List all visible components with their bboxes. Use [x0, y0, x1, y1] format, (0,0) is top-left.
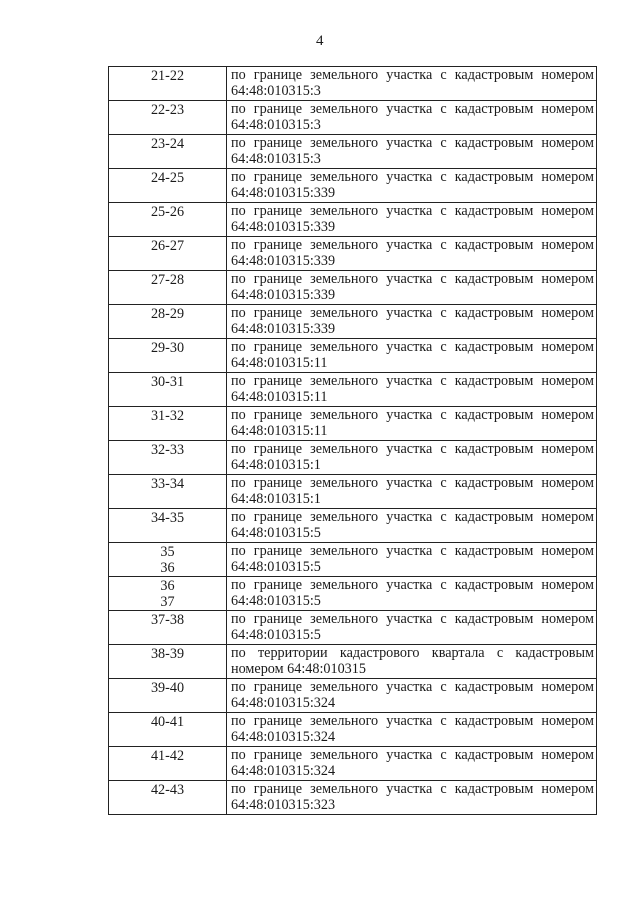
point-range-cell — [109, 67, 227, 101]
boundary-description-line1: по границе земельного участка с кадастровым номером — [231, 543, 594, 559]
cadastral-number: 64:48:010315:1 — [231, 491, 321, 507]
point-range-cell — [109, 339, 227, 373]
cadastral-number: 64:48:010315:324 — [231, 695, 336, 711]
boundary-description-cell — [227, 203, 597, 237]
table-row — [109, 169, 597, 203]
boundary-description-cell — [227, 67, 597, 101]
point-range-cell — [109, 577, 227, 611]
point-range: 28-29 — [150, 306, 185, 322]
point-range-cell — [109, 135, 227, 169]
table-row — [109, 135, 597, 169]
boundary-description-line1: по границе земельного участка с кадастровым номером — [231, 101, 594, 117]
table-row — [109, 67, 597, 101]
table-row — [109, 679, 597, 713]
table-row — [109, 747, 597, 781]
point-range-cell — [109, 713, 227, 747]
boundary-description-line1: по границе земельного участка с кадастровым номером — [231, 781, 594, 797]
point-range: 27-28 — [150, 272, 185, 288]
table-row — [109, 577, 597, 611]
boundary-description-line1: по границе земельного участка с кадастровым номером — [231, 509, 594, 525]
point-range: 30-31 — [150, 374, 185, 390]
boundary-description-line1: по границе земельного участка с кадастровым номером — [231, 203, 594, 219]
point-range-cell — [109, 543, 227, 577]
boundary-description-line1: по границе земельного участка с кадастровым номером — [231, 237, 594, 253]
cadastral-number: 64:48:010315:5 — [231, 525, 321, 541]
point-range-cell — [109, 373, 227, 407]
point-range: 38-39 — [150, 646, 185, 662]
boundary-description-cell — [227, 101, 597, 135]
point-range-cell — [109, 101, 227, 135]
point-number: 37 — [160, 594, 175, 610]
point-range-cell — [109, 475, 227, 509]
point-range: 37-38 — [150, 612, 185, 628]
boundary-description-cell — [227, 373, 597, 407]
boundary-description-cell — [227, 645, 597, 679]
point-range-cell — [109, 407, 227, 441]
point-range: 34-35 — [150, 510, 185, 526]
boundary-description-cell — [227, 237, 597, 271]
boundary-description-cell — [227, 305, 597, 339]
point-range: 31-32 — [150, 408, 185, 424]
point-range: 29-30 — [150, 340, 185, 356]
boundary-description-cell — [227, 747, 597, 781]
boundary-description-cell — [227, 713, 597, 747]
boundary-description-cell — [227, 135, 597, 169]
point-number: 36 — [160, 578, 175, 594]
cadastral-number: 64:48:010315:339 — [231, 185, 336, 201]
boundary-description-line1: по границе земельного участка с кадастровым номером — [231, 441, 594, 457]
point-range-cell — [109, 645, 227, 679]
cadastral-number: 64:48:010315:1 — [231, 457, 321, 473]
point-range-cell — [109, 509, 227, 543]
cadastral-number: 64:48:010315:323 — [231, 797, 336, 813]
boundary-description-cell — [227, 543, 597, 577]
cadastral-number: 64:48:010315:339 — [231, 287, 336, 303]
boundary-description-line1: по границе земельного участка с кадастровым номером — [231, 475, 594, 491]
table-row — [109, 203, 597, 237]
boundary-description-cell — [227, 781, 597, 815]
point-range: 39-40 — [150, 680, 185, 696]
table-row — [109, 271, 597, 305]
page-number: 4 — [316, 33, 324, 49]
point-range-cell — [109, 781, 227, 815]
boundary-description-line1: по границе земельного участка с кадастровым номером — [231, 169, 594, 185]
point-range: 32-33 — [150, 442, 185, 458]
table-row — [109, 611, 597, 645]
table-row — [109, 101, 597, 135]
table-row — [109, 645, 597, 679]
boundary-description-line1: по границе земельного участка с кадастровым номером — [231, 305, 594, 321]
table-row — [109, 373, 597, 407]
cadastral-number: 64:48:010315:339 — [231, 321, 336, 337]
boundary-description-line1: по границе земельного участка с кадастровым номером — [231, 135, 594, 151]
point-range-cell — [109, 679, 227, 713]
cadastral-number: 64:48:010315:324 — [231, 763, 336, 779]
cadastral-number: 64:48:010315:3 — [231, 83, 321, 99]
cadastral-number: 64:48:010315:324 — [231, 729, 336, 745]
point-range: 33-34 — [150, 476, 185, 492]
cadastral-number: 64:48:010315:339 — [231, 253, 336, 269]
table-row — [109, 339, 597, 373]
boundary-description-cell — [227, 169, 597, 203]
point-stack — [109, 577, 226, 610]
table-row — [109, 407, 597, 441]
cadastral-number: 64:48:010315:11 — [231, 423, 328, 439]
point-range-cell — [109, 169, 227, 203]
point-range: 41-42 — [150, 748, 185, 764]
boundary-description-cell — [227, 475, 597, 509]
point-stack — [109, 543, 226, 576]
point-range: 25-26 — [150, 204, 185, 220]
point-range: 26-27 — [150, 238, 185, 254]
cadastral-number: 64:48:010315:3 — [231, 151, 321, 167]
cadastral-number: 64:48:010315:3 — [231, 117, 321, 133]
cadastral-number: номером 64:48:010315 — [231, 661, 366, 677]
point-number: 35 — [160, 544, 175, 560]
point-range-cell — [109, 305, 227, 339]
boundary-description-cell — [227, 679, 597, 713]
boundary-description-line1: по границе земельного участка с кадастровым номером — [231, 611, 594, 627]
point-range: 23-24 — [150, 136, 185, 152]
boundary-description-line1: по границе земельного участка с кадастровым номером — [231, 373, 594, 389]
table-row — [109, 543, 597, 577]
boundary-table — [108, 66, 597, 815]
table-row — [109, 475, 597, 509]
boundary-description-cell — [227, 407, 597, 441]
boundary-description-line1: по границе земельного участка с кадастровым номером — [231, 271, 594, 287]
cadastral-number: 64:48:010315:339 — [231, 219, 336, 235]
point-range: 22-23 — [150, 102, 185, 118]
point-range: 24-25 — [150, 170, 185, 186]
table-row — [109, 441, 597, 475]
boundary-description-line1: по границе земельного участка с кадастровым номером — [231, 747, 594, 763]
table-row — [109, 713, 597, 747]
boundary-description-line1: по границе земельного участка с кадастровым номером — [231, 339, 594, 355]
point-range-cell — [109, 271, 227, 305]
boundary-description-cell — [227, 509, 597, 543]
cadastral-number: 64:48:010315:5 — [231, 559, 321, 575]
point-range: 40-41 — [150, 714, 185, 730]
table-row — [109, 237, 597, 271]
boundary-description-line1: по границе земельного участка с кадастровым номером — [231, 679, 594, 695]
boundary-description-cell — [227, 339, 597, 373]
point-range-cell — [109, 441, 227, 475]
boundary-description-cell — [227, 271, 597, 305]
boundary-description-line1: по территории кадастрового квартала с кадастровым — [231, 645, 594, 661]
table-body — [109, 67, 597, 815]
point-range-cell — [109, 747, 227, 781]
cadastral-number: 64:48:010315:11 — [231, 355, 328, 371]
point-range: 21-22 — [150, 68, 185, 84]
boundary-description-line1: по границе земельного участка с кадастровым номером — [231, 67, 594, 83]
table-row — [109, 305, 597, 339]
boundary-description-line1: по границе земельного участка с кадастровым номером — [231, 577, 594, 593]
boundary-description-cell — [227, 577, 597, 611]
table-row — [109, 781, 597, 815]
point-range-cell — [109, 611, 227, 645]
boundary-description-cell — [227, 441, 597, 475]
cadastral-number: 64:48:010315:5 — [231, 593, 321, 609]
boundary-description-line1: по границе земельного участка с кадастровым номером — [231, 407, 594, 423]
cadastral-number: 64:48:010315:11 — [231, 389, 328, 405]
point-range-cell — [109, 203, 227, 237]
point-range-cell — [109, 237, 227, 271]
cadastral-number: 64:48:010315:5 — [231, 627, 321, 643]
point-number: 36 — [160, 560, 175, 576]
point-range: 42-43 — [150, 782, 185, 798]
boundary-description-cell — [227, 611, 597, 645]
table-row — [109, 509, 597, 543]
boundary-description-line1: по границе земельного участка с кадастровым номером — [231, 713, 594, 729]
